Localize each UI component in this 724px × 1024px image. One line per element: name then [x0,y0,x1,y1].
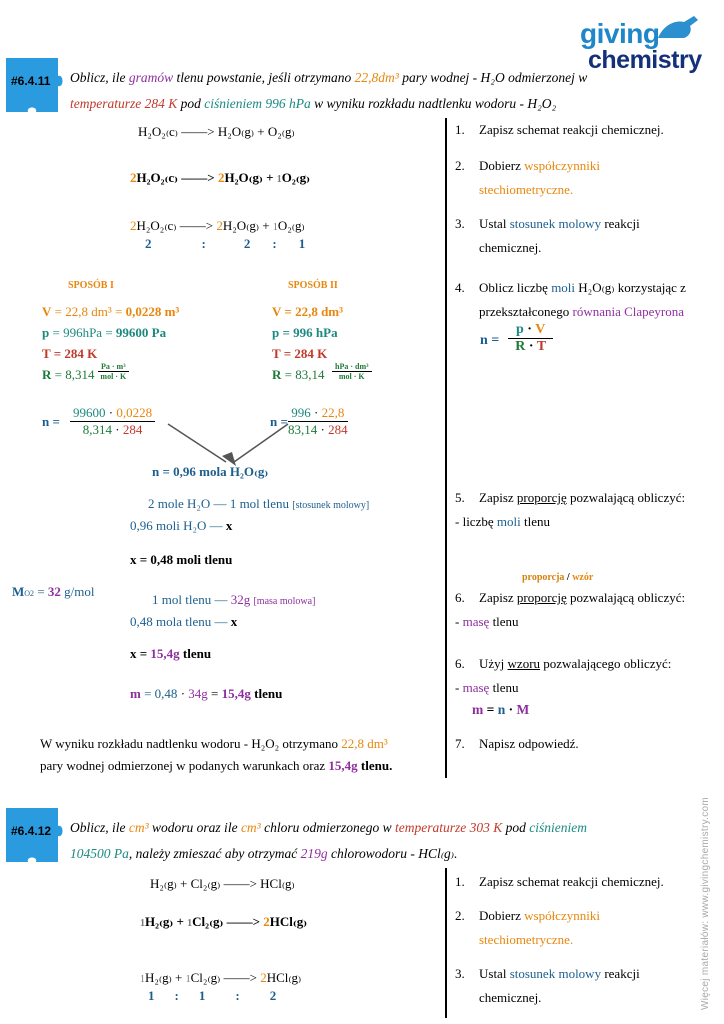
step-7: 7. Napisz odpowiedź. [455,736,579,751]
method1-n-label: n = [42,414,60,429]
method1-gas-constant: R = 8,314 [42,367,95,382]
logo-text-chemistry: chemistry [588,46,702,74]
method2-label: SPOSÓB II [288,280,338,291]
step-1: 1. Zapisz schemat reakcji chemicznej. [455,122,664,137]
clapeyron-n-label: n = [480,333,500,348]
watermark: Więcej materiałów: www.givingchemistry.com [700,796,711,1010]
task1-equation-ratio: 2H₂O₂₍c₎ ——> 2H₂O₍g₎ + 1O₂₍g₎ [130,218,305,233]
method1-pressure: p = 996hPa = 99600 Pa [42,325,167,340]
mass-formula-calculation: m = 0,48 · 34g = 15,4g tlenu [130,686,283,701]
method1-volume: V = 22,8 dm³ = 0,0228 m³ [42,304,180,319]
method1-temperature: T = 284 K [42,346,98,361]
task2-equation-scheme: H₂₍g₎ + Cl₂₍g₎ ——> HCl₍g₎ [150,876,295,891]
task1-id: #6.4.11 [11,74,51,88]
proportion2-line2: 0,48 mola tlenu — x [130,614,238,629]
result-mass-oxygen: x = 15,4g tlenu [130,646,212,661]
result-moles-oxygen: x = 0,48 moli tlenu [130,552,233,567]
logo-bird-icon [654,12,700,40]
method2-r-units: hPa · dm³ mol · K [332,362,372,381]
divider-vertical [445,118,447,778]
task2-id: #6.4.12 [11,824,52,838]
task2-step-3: 3. Ustal stosunek molowy reakcji chemicznej. [455,966,640,1005]
proportion1-line2: 0,96 moli H₂O — x [130,518,233,533]
task2-step-2: 2. Dobierz współczynniki stechiometryczne. [455,908,600,947]
task2-step-1: 1. Zapisz schemat reakcji chemicznej. [455,874,664,889]
answer-line2: pary wodnej odmierzonej w podanych warunkach oraz 15,4g tlenu. [40,758,393,773]
method1-n-fraction: $\frac{99600 \cdot 0,0228}{8,314 \cdot 284}$ [70,405,155,438]
method2-n-fraction: $\frac{996 \cdot 22,8}{83,14 \cdot 284}$ [288,405,348,437]
task1-question-line2: temperaturze 284 K pod ciśnieniem 996 hPa w wyniku rozkładu nadtlenku wodoru - H₂O₂ [70,96,557,111]
step-6b: 6. Użyj wzoru pozwalającego obliczyć: - masę tlenu [455,656,672,695]
task1-mole-ratio: 2 : 2 : 1 [145,236,306,251]
proportion1-line1: 2 mole H₂O — 1 mol tlenu [stosunek molowy] [148,496,370,511]
mass-formula: m = n · M [472,702,530,717]
method1-r-units: Pa · m³ mol · K [98,362,129,381]
method2-n-label: n = [270,414,288,429]
task2-question-line1: Oblicz, ile cm³ wodoru oraz ile cm³ chloru odmierzonego w temperaturze 303 K pod ciśnieniem [70,820,587,835]
task2-question-line2: 104500 Pa, należy zmieszać aby otrzymać 219g chlorowodoru - HCl₍g₎. [70,846,458,861]
task2-equation-balanced: 1H₂₍g₎ + 1Cl₂₍g₎ ——> 2HCl₍g₎ [140,914,308,929]
method2-pressure: p = 996 hPa [272,325,338,340]
converge-arrows-icon [160,420,300,468]
step-6: 6. Zapisz proporcję pozwalającą obliczyć: - masę tlenu [455,590,686,629]
step-2: 2. Dobierz współczynniki stechiometryczne. [455,158,600,197]
method2-volume: V = 22,8 dm³ [272,304,344,319]
method2-gas-constant: R = 83,14 [272,367,325,382]
method2-temperature: T = 284 K [272,346,328,361]
answer-line1: W wyniku rozkładu nadtlenku wodoru - H₂O₂ otrzymano 22,8 dm³ [40,736,388,751]
method1-label: SPOSÓB I [68,280,114,291]
proportion2-line1: 1 mol tlenu — 32g [masa molowa] [152,592,316,607]
task1-equation-balanced: 2H₂O₂₍c₎ ——> 2H₂O₍g₎ + 1O₂₍g₎ [130,170,310,185]
step-3: 3. Ustal stosunek molowy reakcji chemicznej. [455,216,640,255]
step-5: 5. Zapisz proporcję pozwalającą obliczyć: - liczbę moli tlenu [455,490,686,529]
task1-question-line1: Oblicz, ile gramów tlenu powstanie, jeśli otrzymano 22,8dm³ pary wodnej - H₂O odmierzonej w [70,70,588,85]
divider-vertical-task2 [445,868,447,1018]
task2-equation-ratio: 1H₂₍g₎ + 1Cl₂₍g₎ ——> 2HCl₍g₎ [140,970,302,985]
molar-mass-o2: MO2 = 32 g/mol [12,584,95,599]
clapeyron-formula: $\frac{p \cdot V}{R \cdot T}$ [508,322,553,355]
task2-mole-ratio: 1 : 1 : 2 [148,988,277,1003]
logo-text-giving: giving [580,18,660,49]
step-4: 4. Oblicz liczbę moli H₂O₍g₎ korzystając z przekształconego równania Clapeyrona [455,280,686,319]
task1-equation-scheme: H₂O₂₍c₎ ——> H₂O₍g₎ + O₂₍g₎ [138,124,295,139]
proportion-or-formula-label: proporcja / wzór [522,572,594,583]
mole-result: n = 0,96 mola H₂O₍g₎ [152,464,269,479]
